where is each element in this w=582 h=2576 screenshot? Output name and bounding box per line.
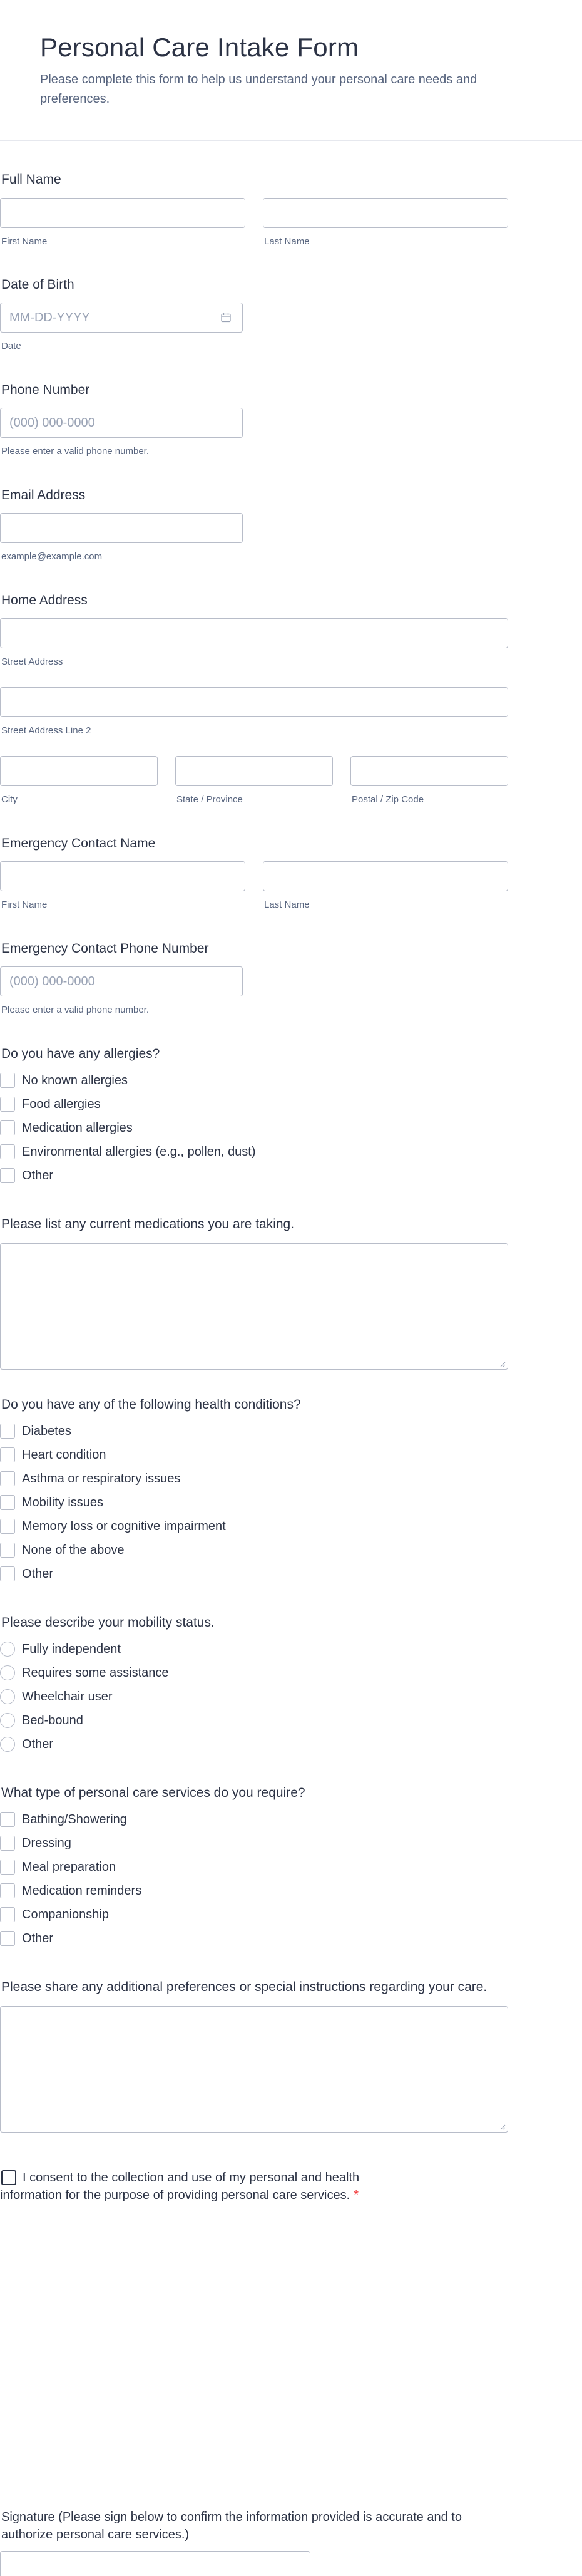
condition-option-label: Heart condition bbox=[22, 1448, 106, 1462]
mobility-radio[interactable] bbox=[0, 1737, 15, 1752]
mobility-option[interactable] bbox=[0, 1713, 83, 1728]
email-input[interactable] bbox=[0, 513, 243, 543]
signature-label-line2: authorize personal care services.) bbox=[1, 2528, 190, 2542]
street-address-line2-input[interactable] bbox=[0, 687, 508, 717]
emergency-first-name-input[interactable] bbox=[0, 861, 245, 891]
mobility-radio[interactable] bbox=[0, 1713, 15, 1728]
emergency-first-name-sublabel: First Name bbox=[1, 899, 48, 911]
mobility-radio[interactable] bbox=[0, 1689, 15, 1704]
signature-label-line1: Signature (Please sign below to confirm the information provided is accurate and to bbox=[1, 2510, 462, 2525]
allergy-checkbox[interactable] bbox=[0, 1097, 15, 1112]
condition-checkbox[interactable] bbox=[0, 1495, 15, 1510]
emergency-phone-input[interactable] bbox=[0, 966, 243, 996]
emergency-last-name-input[interactable] bbox=[263, 861, 508, 891]
form-title: Personal Care Intake Form bbox=[40, 33, 359, 62]
allergy-checkbox[interactable] bbox=[0, 1073, 15, 1088]
street-address-input[interactable] bbox=[0, 618, 508, 648]
condition-checkbox[interactable] bbox=[0, 1566, 15, 1581]
allergy-option-label: Medication allergies bbox=[22, 1121, 133, 1135]
calendar-icon[interactable] bbox=[221, 313, 231, 326]
emergency-name-label: Emergency Contact Name bbox=[1, 836, 156, 851]
mobility-option-label: Wheelchair user bbox=[22, 1690, 113, 1704]
service-checkbox[interactable] bbox=[0, 1860, 15, 1875]
condition-checkbox[interactable] bbox=[0, 1424, 15, 1439]
allergy-option[interactable] bbox=[0, 1073, 128, 1088]
mobility-radio[interactable] bbox=[0, 1665, 15, 1680]
mobility-option-label: Requires some assistance bbox=[22, 1666, 169, 1680]
preferences-textarea[interactable] bbox=[0, 2006, 508, 2133]
service-checkbox[interactable] bbox=[0, 1812, 15, 1827]
service-checkbox[interactable] bbox=[0, 1907, 15, 1922]
condition-checkbox[interactable] bbox=[0, 1471, 15, 1486]
signature-label bbox=[1, 2508, 509, 2543]
service-option-label: Companionship bbox=[22, 1908, 109, 1922]
mobility-option-label: Fully independent bbox=[22, 1642, 121, 1657]
allergy-option-label: Environmental allergies (e.g., pollen, dust) bbox=[22, 1145, 256, 1159]
service-option-label: Other bbox=[22, 1932, 54, 1946]
resize-grip-icon[interactable] bbox=[499, 2124, 506, 2130]
phone-input[interactable] bbox=[0, 408, 243, 438]
condition-option-label: Mobility issues bbox=[22, 1496, 104, 1510]
required-mark: * bbox=[354, 2188, 359, 2203]
mobility-option[interactable] bbox=[0, 1665, 169, 1680]
dob-input[interactable] bbox=[0, 303, 243, 333]
allergy-checkbox[interactable] bbox=[0, 1120, 15, 1135]
condition-option-label: Diabetes bbox=[22, 1424, 71, 1439]
service-option-label: Bathing/Showering bbox=[22, 1813, 127, 1827]
email-label: Email Address bbox=[1, 488, 86, 503]
preferences-label: Please share any additional preferences or special instructions regarding your care. bbox=[1, 1980, 488, 1995]
allergy-option[interactable] bbox=[0, 1120, 133, 1135]
mobility-option[interactable] bbox=[0, 1689, 113, 1704]
mobility-label: Please describe your mobility status. bbox=[1, 1615, 215, 1630]
allergy-checkbox[interactable] bbox=[0, 1144, 15, 1159]
zip-input[interactable] bbox=[350, 756, 508, 786]
allergy-option-label: Other bbox=[22, 1169, 54, 1183]
condition-option[interactable] bbox=[0, 1471, 180, 1486]
condition-checkbox[interactable] bbox=[0, 1543, 15, 1558]
service-option-label: Meal preparation bbox=[22, 1860, 116, 1875]
service-checkbox[interactable] bbox=[0, 1931, 15, 1946]
service-option[interactable] bbox=[0, 1931, 53, 1946]
emergency-phone-sublabel: Please enter a valid phone number. bbox=[1, 1005, 149, 1016]
condition-option-label: Other bbox=[22, 1567, 54, 1581]
emergency-last-name-sublabel: Last Name bbox=[264, 899, 310, 911]
services-label: What type of personal care services do you require? bbox=[1, 1786, 305, 1801]
mobility-option-label: Other bbox=[22, 1737, 54, 1752]
medications-label: Please list any current medications you are taking. bbox=[1, 1217, 295, 1232]
service-option[interactable] bbox=[0, 1812, 127, 1827]
mobility-option[interactable] bbox=[0, 1737, 53, 1752]
state-input[interactable] bbox=[175, 756, 333, 786]
allergy-checkbox[interactable] bbox=[0, 1168, 15, 1183]
first-name-input[interactable] bbox=[0, 198, 245, 228]
condition-option[interactable] bbox=[0, 1519, 226, 1534]
condition-option[interactable] bbox=[0, 1447, 106, 1462]
consent-text-line1: I consent to the collection and use of my personal and health bbox=[23, 2171, 360, 2185]
street-address-line2-sublabel: Street Address Line 2 bbox=[1, 725, 91, 737]
form-content bbox=[0, 141, 582, 2576]
condition-option-label: Memory loss or cognitive impairment bbox=[22, 1519, 226, 1534]
phone-label: Phone Number bbox=[1, 383, 90, 398]
allergy-option[interactable] bbox=[0, 1144, 256, 1159]
full-name-label: Full Name bbox=[1, 172, 61, 187]
state-sublabel: State / Province bbox=[176, 794, 243, 805]
condition-option-label: None of the above bbox=[22, 1543, 125, 1558]
condition-option-label: Asthma or respiratory issues bbox=[22, 1472, 181, 1486]
form-description: Please complete this form to help us understand your personal care needs and preferences. bbox=[40, 73, 477, 106]
condition-checkbox[interactable] bbox=[0, 1519, 15, 1534]
mobility-option-label: Bed-bound bbox=[22, 1714, 83, 1728]
signature-pad[interactable] bbox=[0, 2551, 310, 2576]
dob-sublabel: Date bbox=[1, 341, 21, 352]
city-input[interactable] bbox=[0, 756, 158, 786]
condition-option[interactable] bbox=[0, 1424, 71, 1439]
service-option-label: Dressing bbox=[22, 1836, 71, 1851]
last-name-input[interactable] bbox=[263, 198, 508, 228]
service-option-label: Medication reminders bbox=[22, 1884, 142, 1898]
consent-checkbox[interactable] bbox=[1, 2170, 16, 2185]
resize-grip-icon[interactable] bbox=[499, 1361, 506, 1367]
emergency-phone-label: Emergency Contact Phone Number bbox=[1, 941, 209, 956]
service-option[interactable] bbox=[0, 1860, 116, 1875]
conditions-label: Do you have any of the following health conditions? bbox=[1, 1397, 301, 1412]
condition-checkbox[interactable] bbox=[0, 1447, 15, 1462]
medications-textarea[interactable] bbox=[0, 1243, 508, 1370]
first-name-sublabel: First Name bbox=[1, 236, 48, 247]
service-checkbox[interactable] bbox=[0, 1836, 15, 1851]
service-option[interactable] bbox=[0, 1883, 141, 1898]
consent-text-line2: information for the purpose of providing personal care services. bbox=[0, 2188, 350, 2203]
city-sublabel: City bbox=[1, 794, 18, 805]
service-option[interactable] bbox=[0, 1836, 71, 1851]
allergy-option[interactable] bbox=[0, 1097, 101, 1112]
phone-sublabel: Please enter a valid phone number. bbox=[1, 446, 149, 457]
condition-option[interactable] bbox=[0, 1566, 53, 1581]
allergy-option-label: Food allergies bbox=[22, 1097, 101, 1112]
allergies-label: Do you have any allergies? bbox=[1, 1047, 160, 1062]
service-checkbox[interactable] bbox=[0, 1883, 15, 1898]
mobility-option[interactable] bbox=[0, 1642, 121, 1657]
form-header bbox=[0, 0, 582, 141]
email-sublabel: example@example.com bbox=[1, 551, 103, 562]
condition-option[interactable] bbox=[0, 1495, 103, 1510]
allergy-option-label: No known allergies bbox=[22, 1073, 128, 1088]
zip-sublabel: Postal / Zip Code bbox=[352, 794, 424, 805]
allergy-option[interactable] bbox=[0, 1168, 53, 1183]
mobility-radio[interactable] bbox=[0, 1642, 15, 1657]
last-name-sublabel: Last Name bbox=[264, 236, 310, 247]
address-label: Home Address bbox=[1, 593, 88, 608]
condition-option[interactable] bbox=[0, 1543, 124, 1558]
service-option[interactable] bbox=[0, 1907, 109, 1922]
street-address-sublabel: Street Address bbox=[1, 656, 63, 668]
consent-block bbox=[0, 2169, 508, 2204]
dob-label: Date of Birth bbox=[1, 277, 74, 292]
